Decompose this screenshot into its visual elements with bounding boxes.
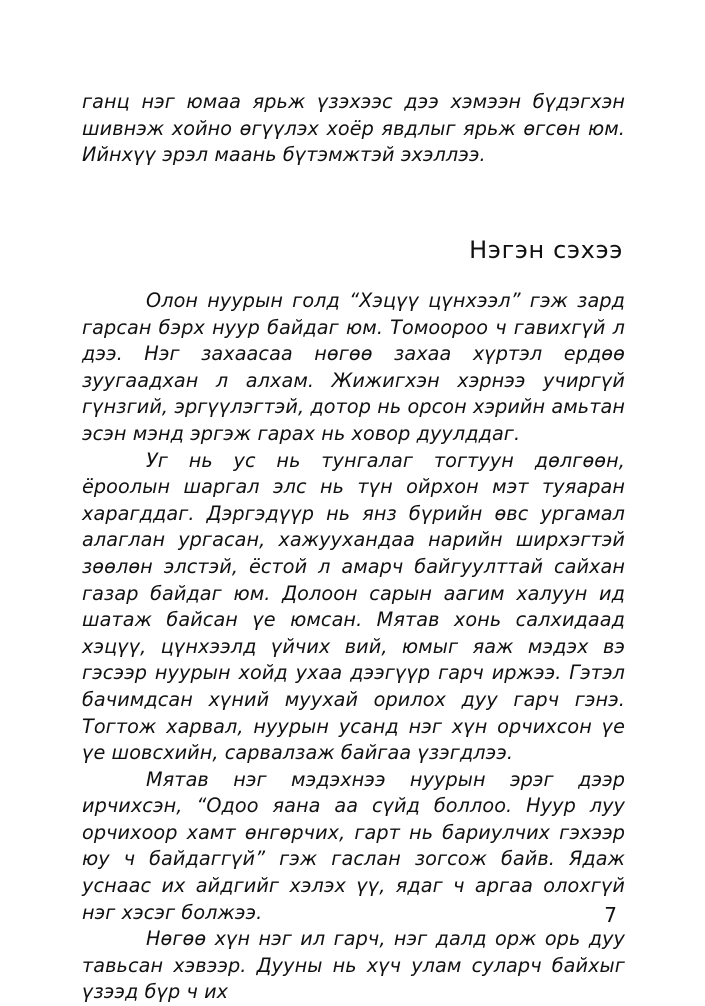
continuation-paragraph: ганц нэг юмаа ярьж үзэхээс дээ хэмээн бүдэгхэн шивнэж хойно өгүүлэх хоёр явдлыг ярьж өгсөн юм. Ийнхүү эрэл маань бүтэмжтэй эхэллээ. — [82, 90, 625, 167]
paragraph: Мятав нэг мэдэхнээ нуурын эрэг дээр ирчихсэн, “Одоо яана аа сүйд боллоо. Нуур луу орчихоор хамт өнгөрчих, гарт нь бариулчих гэхээр юу ч байдаггүй” гэж гаслан зогсож байв. Ядаж уснаас их айдгийг хэлэх үү, ядаг ч аргаа олохгүй нэг хэсэг болжээ. — [82, 767, 625, 924]
paragraph: Олон нуурын голд “Хэцүү цүнхээл” гэж зард гарсан бэрх нуур байдаг юм. Томоороо ч гавихгүй л дээ. Нэг захаасаа нөгөө захаа хүртэл ердөө зуугаадхан л алхам. Жижигхэн хэрнээ учиргүй гүнзгий, эргүүлэгтэй, дотор нь орсон хэрийн амьтан эсэн мэнд эргэж гарах нь ховор дуулддаг. — [82, 289, 625, 445]
continuation-block — [82, 89, 625, 169]
paragraph: Нөгөө хүн нэг ил гарч, нэг далд орж орь дуу тавьсан хэвээр. Дууны нь хүч улам суларч байхыг үзээд бүр ч их — [82, 927, 625, 1004]
page-number: 7 — [604, 903, 617, 927]
chapter-title: Нэгэн сэхээ — [469, 236, 623, 264]
paragraph: Уг нь ус нь тунгалаг тогтуун дөлгөөн, ёроолын шаргал элс нь түн ойрхон мэт туяаран харагддаг. Дэргэдүүр нь янз бүрийн өвс ургамал алаглан ургасан, хажуухандаа нарийн ширхэгтэй зөөлөн элстэй, ёстой л амарч байгуулттай сайхан газар байдаг юм. Долоон сарын аагим халуун ид шатаж байсан үе юмсан. Мятав хонь салхидаад хэцүү, цүнхээлд үйчих вий, юмыг яаж мэдэх вэ гэсээр нуурын хойд ухаа дээгүүр гарч иржээ. Гэтэл бачимдсан хүний муухай орилох дуу гарч гэнэ. Тогтож харвал, нуурын усанд нэг хүн орчихсон үе үе шовсхийн, сарвалзаж байгаа үзэгдлээ. — [82, 448, 625, 765]
chapter-body — [82, 288, 625, 1006]
